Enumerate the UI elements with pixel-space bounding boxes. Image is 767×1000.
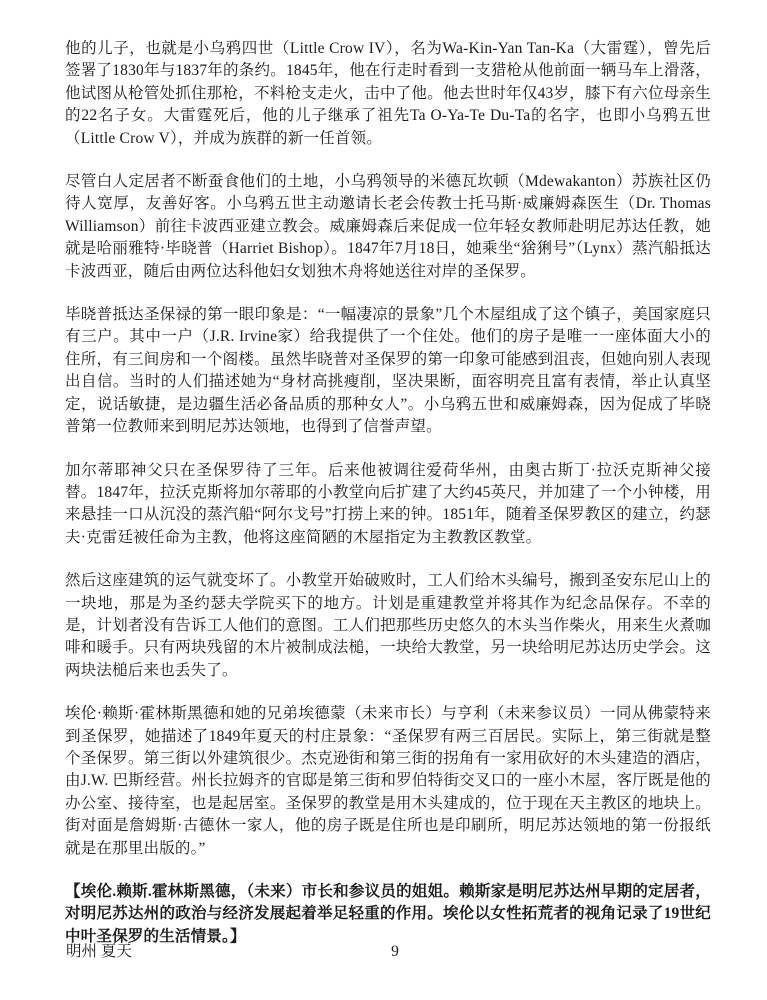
page-content [65,38,711,969]
paragraph-ellen-hollinshead: 埃伦·赖斯·霍林斯黑德和她的兄弟埃德蒙（未来市长）与亨利（未来参议员）一同从佛蒙特来到圣保罗，她描述了1849年夏天的村庄景象：“圣保罗有两三百居民。实际上，第三街就是整个圣保罗。第三街以外建筑很少。杰克逊街和第三街的拐角有一家用砍好的木头建造的酒店，由J.W. 巴斯经营。州长拉姆齐的官邸是第三街和罗伯特街交叉口的一座小木屋，客厅既是他的办公室、接待室，也是起居室。圣保罗的教堂是用木头建成的，位于现在天主教区的地块上。街对面是詹姆斯·古德休一家人，他的房子既是住所也是印刷所，明尼苏达领地的第一份报纸就是在那里出版的。” [65,705,711,857]
paragraph-little-crow-iv: 他的儿子，也就是小乌鸦四世（Little Crow IV），名为Wa-Kin-Yan Tan-Ka（大雷霆），曾先后签署了1830年与1837年的条约。1845年，他在行走时看到一支猎枪从他前面一辆马车上滑落，他试图从枪管处抓住那枪，不料枪支走火，击中了他。他去世时年仅43岁，膝下有六位母亲生的22名子女。大雷霆死后，他的儿子继承了祖先Ta O-Ya-Te Du-Ta的名字，也即小乌鸦五世（Little Crow V），并成为族群的新一任首领。 [65,40,711,147]
page-footer [0,941,767,965]
paragraph-father-galtier-chapel: 加尔蒂耶神父只在圣保罗待了三年。后来他被调往爱荷华州，由奥古斯丁·拉沃克斯神父接替。1847年，拉沃克斯将加尔蒂耶的小教堂向后扩建了大约45英尺，并加建了一个小钟楼，用来悬挂一口从沉没的蒸汽船“阿尔戈号”打捞上来的钟。1851年，随着圣保罗教区的建立，约瑟夫·克雷廷被任命为主教，他将这座简陋的木屋指定为主教教区教堂。 [65,461,711,546]
paragraph-bishop-first-impression: 毕晓普抵达圣保禄的第一眼印象是：“一幅凄凉的景象”几个木屋组成了这个镇子，美国家庭只有三户。其中一户（J.R. Irvine家）给我提供了一个住处。他们的房子是唯一一座体面大小的住所，有三间房和一个阁楼。虽然毕晓普对圣保罗的第一印象可能感到沮丧，但她向别人表现出自信。当时的人们描述她为“身材高挑瘦削，坚决果断，面容明亮且富有表情，举止认真坚定，说话敏捷，是边疆生活必备品质的那种女人”。小乌鸦五世和威廉姆森，因为促成了毕晓普第一位教师来到明尼苏达领地，也得到了信誉声望。 [65,306,711,436]
paragraph-chapel-fate: 然后这座建筑的运气就变坏了。小教堂开始破败时，工人们给木头编号，搬到圣安东尼山上的一块地，那是为圣约瑟夫学院买下的地方。计划是重建教堂并将其作为纪念品保存。不幸的是，计划者没有告诉工人他们的意图。工人们把那些历史悠久的木头当作柴火，用来生火煮咖啡和暖手。只有两块残留的木片被制成法槌，一块给大教堂，另一块给明尼苏达历史学会。这两块法槌后来也丢失了。 [65,572,711,679]
paragraph-mdewakanton-community: 尽管白人定居者不断蚕食他们的土地，小乌鸦领导的米德瓦坎顿（Mdewakanton）苏族社区仍待人宽厚，友善好客。小乌鸦五世主动邀请长老会传教士托马斯·威廉姆森医生（Dr. Thomas Williamson）前往卡波西亚建立教会。威廉姆森后来促成一位年轻女教师赴明尼苏达任教，她就是哈丽雅特·毕晓普（Harriet Bishop）。1847年7月18日，她乘坐“猞猁号”（Lynx）蒸汽船抵达卡波西亚，随后由两位达科他妇女划独木舟将她送往对岸的圣保罗。 [65,173,711,280]
page-number: 9 [391,943,399,960]
footer-book-title: 明州 夏天 [66,943,132,960]
editor-note: 【埃伦.赖斯.霍林斯黑德，（未来）市长和参议员的姐姐。赖斯家是明尼苏达州早期的定居者，对明尼苏达州的政治与经济发展起着举足轻重的作用。埃伦以女性拓荒者的视角记录了19世纪中叶圣保罗的生活情景。】 [65,883,711,945]
